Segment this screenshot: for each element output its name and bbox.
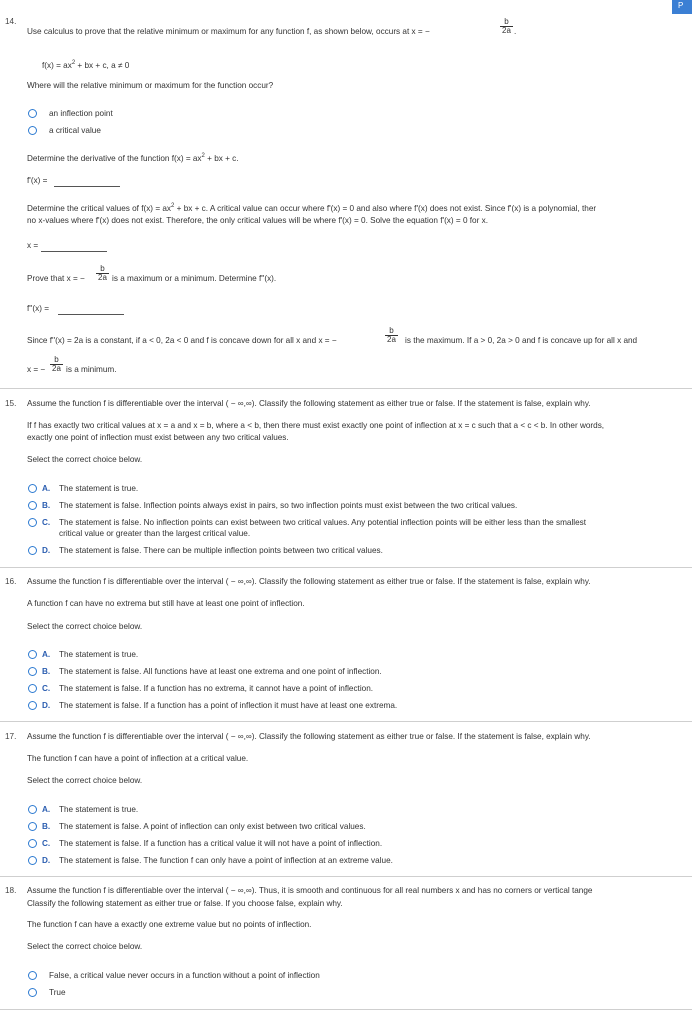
choice-text: The statement is false. No inflection points can exist between two critical values. Any potential inflection points will be either less than the smallest (59, 518, 586, 527)
fraction-b-over-2a: $\frac{b}{2a}$ (385, 327, 398, 344)
fprime-answer-field[interactable] (54, 186, 120, 187)
radio-choice-c[interactable] (28, 518, 37, 527)
choice-letter: C. (42, 518, 51, 527)
fprime-label: f'(x) = (27, 176, 48, 185)
choice-text: The statement is false. If a function has a point of inflection it must have at least one extrema. (59, 701, 398, 710)
statement-text: The function f can have a point of inflection at a critical value. (27, 754, 249, 763)
prompt-period: . (514, 27, 517, 36)
radio-choice-a[interactable] (28, 484, 37, 493)
choice-letter: B. (42, 822, 51, 831)
is-minimum-text: is a minimum. (66, 365, 117, 374)
fdouble-answer-field[interactable] (58, 314, 124, 315)
question-number: 15. (5, 399, 17, 408)
choice-letter: B. (42, 501, 51, 510)
x-eq-text: x = − (27, 365, 46, 374)
since-text-2: is the maximum. If a > 0, 2a > 0 and f is concave up for all x and (405, 336, 638, 345)
choice-text: The statement is false. All functions have at least one extrema and one point of inflection. (59, 667, 382, 676)
choice-text-cont: critical value or greater than the largest critical value. (59, 529, 251, 538)
radio-choice-d[interactable] (28, 856, 37, 865)
choice-letter: A. (42, 484, 51, 493)
x-answer-field[interactable] (41, 251, 107, 252)
radio-choice-a[interactable] (28, 805, 37, 814)
choice-letter: C. (42, 684, 51, 693)
statement-text: If f has exactly two critical values at x = a and x = b, where a < b, then there must exist exactly one point of inflection at x = c such that a < c < b. In other words, (27, 421, 605, 430)
critical-values-text-2: no x-values where f'(x) does not exist. Therefore, the only critical values will be where f'(x) = 0. Solve the equation f'(x) = 0 for x. (27, 216, 488, 225)
function-definition: $f(x) = ax^2$ + bx + c, a ≠ 0 (42, 60, 130, 70)
choice-text: The statement is false. A point of inflection can only exist between two critical values. (59, 822, 366, 831)
choice-letter: A. (42, 650, 51, 659)
choice-letter: C. (42, 839, 51, 848)
question-prompt: Assume the function f is differentiable over the interval ( − ∞,∞). Classify the following statement as either true or false. If the statement is false, explain why. (27, 399, 591, 408)
question-prompt: Assume the function f is differentiable over the interval ( − ∞,∞). Classify the following statement as either true or false. If the statement is false, explain why. (27, 577, 591, 586)
question-number: 14. (5, 17, 17, 26)
question-number: 17. (5, 732, 17, 741)
prove-text: Prove that x = − (27, 274, 85, 283)
question-number: 18. (5, 886, 17, 895)
where-question: Where will the relative minimum or maximum for the function occur? (27, 81, 274, 90)
select-instruction: Select the correct choice below. (27, 942, 143, 951)
choice-text: The statement is false. Inflection points always exist in pairs, so two inflection points must exist between the two critical values. (59, 501, 518, 510)
radio-choice-b[interactable] (28, 667, 37, 676)
question-prompt: Use calculus to prove that the relative minimum or maximum for any function f, as shown below, occurs at x = − (27, 27, 430, 36)
separator (0, 1009, 692, 1010)
choice-letter: B. (42, 667, 51, 676)
separator (0, 388, 692, 389)
radio-choice-a[interactable] (28, 650, 37, 659)
since-text: Since f''(x) = 2a is a constant, if a < 0, 2a < 0 and f is concave down for all x and x = − (27, 336, 337, 345)
select-instruction: Select the correct choice below. (27, 776, 143, 785)
statement-text: The function f can have a exactly one extreme value but no points of inflection. (27, 920, 312, 929)
option-label: a critical value (49, 126, 101, 135)
choice-letter: D. (42, 701, 51, 710)
radio-choice-c[interactable] (28, 684, 37, 693)
radio-choice-c[interactable] (28, 839, 37, 848)
fraction-b-over-2a: $\frac{b}{2a}$ (96, 265, 109, 282)
derivative-prompt: Determine the derivative of the function $f(x) = ax^2$ + bx + c. (27, 153, 239, 163)
question-number: 16. (5, 577, 17, 586)
question-prompt: Assume the function f is differentiable over the interval ( − ∞,∞). Classify the following statement as either true or false. If the statement is false, explain why. (27, 732, 591, 741)
statement-text-2: exactly one point of inflection must exist between any two critical values. (27, 433, 289, 442)
choice-text: The statement is false. If a function has a critical value it will not have a point of inflection. (59, 839, 383, 848)
choice-text: The statement is false. If a function has no extrema, it cannot have a point of inflection. (59, 684, 374, 693)
fraction-b-over-2a: $\frac{b}{2a}$ (500, 18, 513, 35)
choice-text: The statement is true. (59, 484, 139, 493)
radio-choice-d[interactable] (28, 701, 37, 710)
select-instruction: Select the correct choice below. (27, 455, 143, 464)
separator (0, 876, 692, 877)
choice-text: The statement is true. (59, 650, 139, 659)
fdouble-label: f''(x) = (27, 304, 50, 313)
prove-text-2: is a maximum or a minimum. Determine f''(x). (112, 274, 277, 283)
question-prompt: Assume the function f is differentiable over the interval ( − ∞,∞). Thus, it is smooth and continuous for all real numbers x and has no corners or vertical tange (27, 886, 593, 895)
radio-inflection-point[interactable] (28, 109, 37, 118)
x-label: x = (27, 241, 39, 250)
choice-text: The statement is true. (59, 805, 139, 814)
statement-text: A function f can have no extrema but still have at least one point of inflection. (27, 599, 305, 608)
critical-values-text: Determine the critical values of $f(x) = ax^2$ + bx + c. A critical value can occur where f'(x) = 0 and also where f'(x) does not exist. Since f'(x) is a polynomial, ther (27, 203, 597, 213)
choice-text: The statement is false. The function f can only have a point of inflection at an extreme value. (59, 856, 393, 865)
radio-false[interactable] (28, 971, 37, 980)
radio-critical-value[interactable] (28, 126, 37, 135)
option-label: True (49, 988, 66, 997)
radio-choice-d[interactable] (28, 546, 37, 555)
separator (0, 567, 692, 568)
separator (0, 721, 692, 722)
choice-letter: A. (42, 805, 51, 814)
option-label: an inflection point (49, 109, 113, 118)
option-label: False, a critical value never occurs in a function without a point of inflection (49, 971, 320, 980)
radio-choice-b[interactable] (28, 822, 37, 831)
choice-text: The statement is false. There can be multiple inflection points between two critical values. (59, 546, 383, 555)
choice-letter: D. (42, 546, 51, 555)
question-prompt-2: Classify the following statement as either true or false. If you choose false, explain why. (27, 899, 343, 908)
radio-choice-b[interactable] (28, 501, 37, 510)
choice-letter: D. (42, 856, 51, 865)
select-instruction: Select the correct choice below. (27, 622, 143, 631)
corner-tab[interactable]: P (672, 0, 692, 14)
radio-true[interactable] (28, 988, 37, 997)
fraction-b-over-2a: $\frac{b}{2a}$ (50, 356, 63, 373)
